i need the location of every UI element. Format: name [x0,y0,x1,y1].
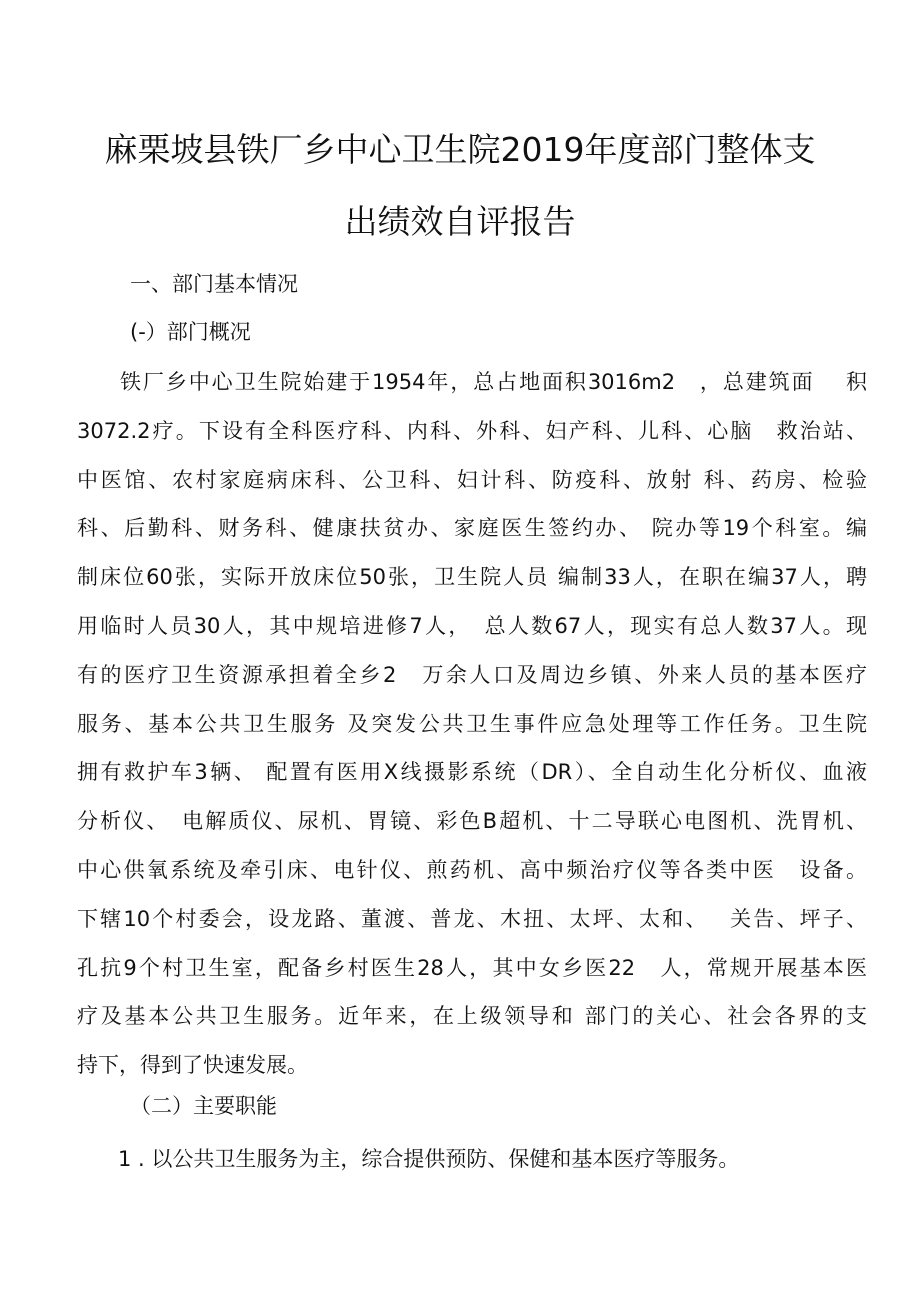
paragraph-line: 有的医疗卫生资源承担着全乡2 万余人口及周边乡镇、外来人员的基本医疗 [77,662,867,687]
paragraph-line: 制床位60张，实际开放床位50张，卫生院人员 编制33人，在职在编37人，聘 [77,565,867,590]
function-item-1: 1 . 以公共卫生服务为主，综合提供预防、保健和基本医疗等服务。 [118,1147,740,1171]
document-title-line-2: 出绩效自评报告 [344,202,576,241]
paragraph-line: 中心供氧系统及牵引床、电针仪、煎药机、高中频治疗仪等各类中医 设备。 [77,857,867,882]
paragraph-line: 下辖10个村委会，设龙路、董渡、普龙、木扭、太坪、太和、 关告、坪子、 [77,906,867,931]
paragraph-line: 服务、基本公共卫生服务 及突发公共卫生事件应急处理等工作任务。卫生院 [77,711,867,736]
paragraph-line: 持下，得到了快速发展。 [77,1053,308,1078]
paragraph-line: 科、后勤科、财务科、健康扶贫办、家庭医生签约办、 院办等19个科室。编 [77,516,867,541]
paragraph-line: 用临时人员30人，其中规培进修7人， 总人数67人，现实有总人数37人。现 [77,613,867,638]
paragraph-line: 3072.2疗。下设有全科医疗科、内科、外科、妇产科、儿科、心脑 救治站、 [77,418,867,443]
section-heading-basic-info: 一、部门基本情况 [130,272,298,296]
paragraph-line: 孔抗9个村卫生室，配备乡村医生28人，其中女乡医22 人，常规开展基本医 [77,955,867,980]
overview-paragraph [77,358,867,1090]
paragraph-line: 中医馆、农村家庭病床科、公卫科、妇计科、防疫科、放射 科、药房、检验 [77,467,867,492]
paragraph-line: 分析仪、 电解质仪、尿机、胃镜、彩色B超机、十二导联心电图机、洗胃机、 [77,809,867,834]
paragraph-line: 拥有救护车3辆、 配置有医用X线摄影系统（DR）、全自动生化分析仪、血液 [77,760,867,785]
document-title-line-1: 麻栗坡县铁厂乡中心卫生院2019年度部门整体支 [104,130,816,169]
paragraph-line: 疗及基本公共卫生服务。近年来，在上级领导和 部门的关心、社会各界的支 [77,1004,867,1029]
subsection-heading-overview: (-）部门概况 [130,320,251,344]
paragraph-line: 铁厂乡中心卫生院始建于1954年，总占地面积3016m2 ，总建筑面 积 [120,370,867,394]
subsection-heading-main-functions: （二）主要职能 [130,1094,277,1118]
